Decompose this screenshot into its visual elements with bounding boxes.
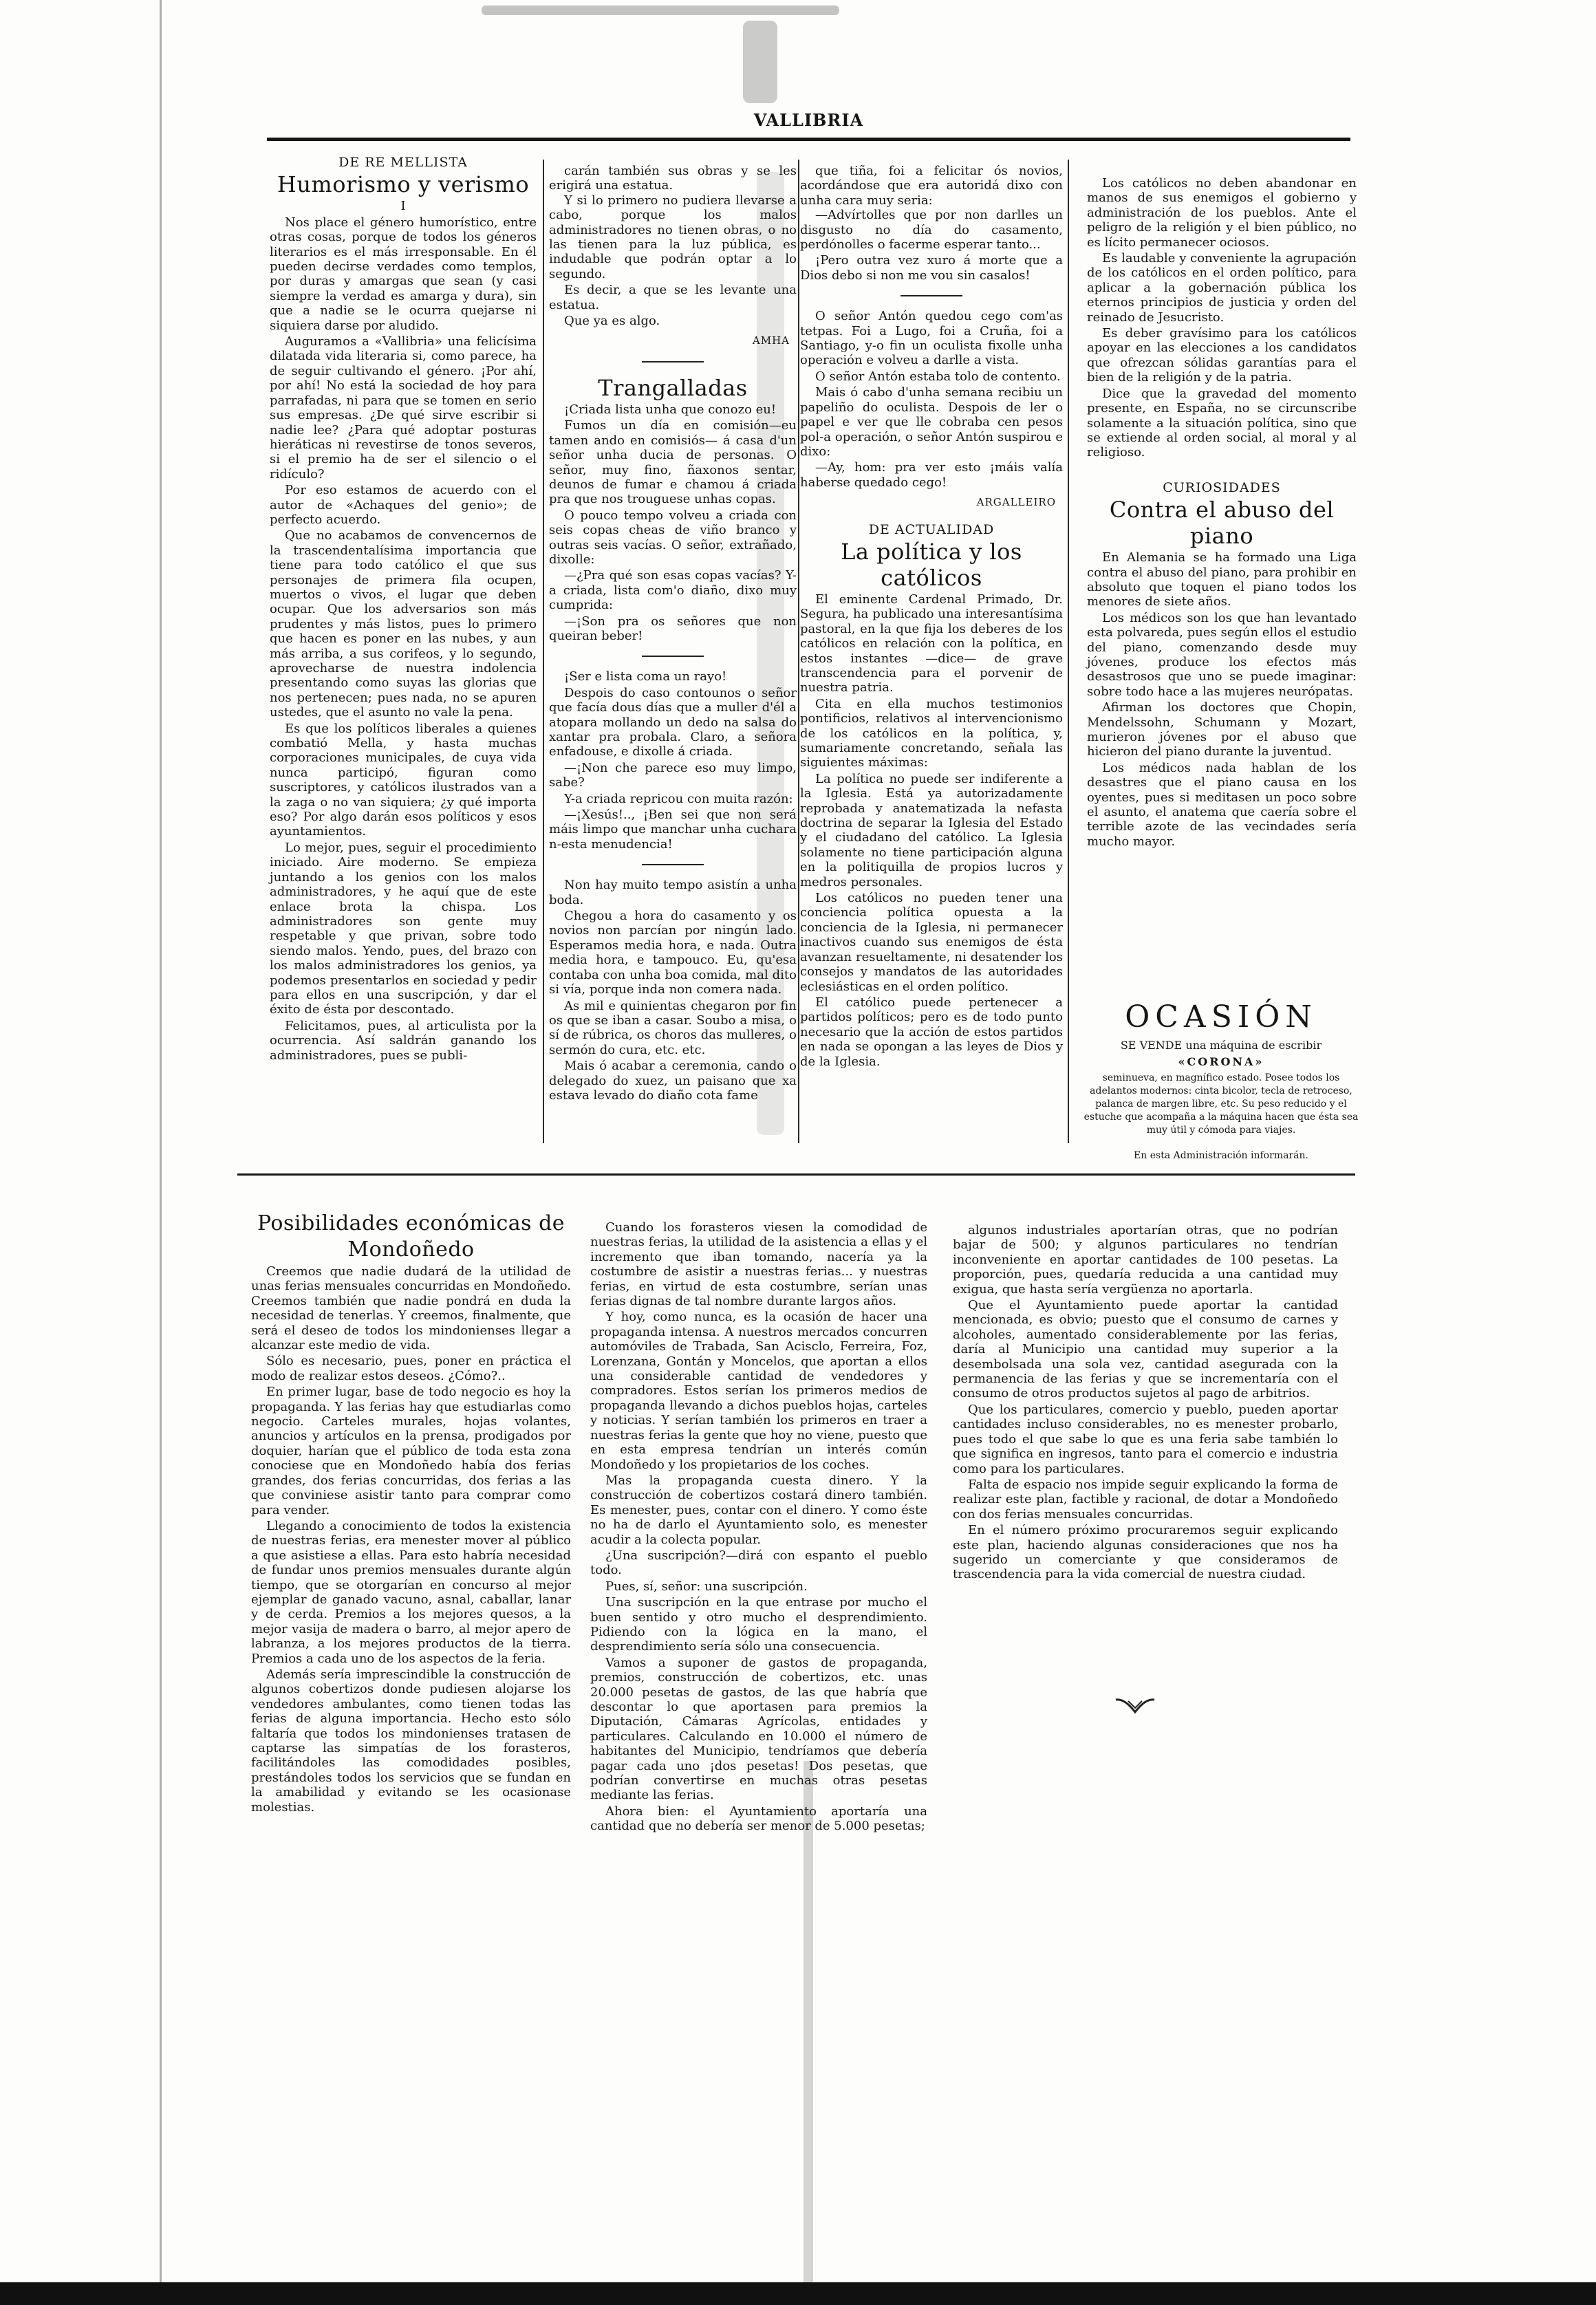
paragraph: Lo mejor, pues, seguir el procedimiento iniciado. Aire moderno. Se empieza juntando a los genios con los malos administradores, y he aquí que de este enlace brota la chispa. Los administradores son gente muy respetable y que privan, sobre todo siendo malos. Yendo, pues, del brazo con los malos administradores los genios, ya podemos presentarlos en sociedad y pedir para ellos en una suscripción, y dar el éxito de ésta por descontado. (270, 840, 537, 1017)
ad-ocasion (1083, 1000, 1359, 1162)
section-label: DE ACTUALIDAD (868, 521, 995, 537)
article-posibilidades (251, 1211, 571, 1816)
article-title: La política y los católicos (841, 538, 1022, 591)
paragraph: Afirman los doctores que Chopin, Mendelssohn, Schumann y Mozart, murieron jóvenes por el abuso que hicieron del piano durante la juventud. (1087, 700, 1357, 759)
paragraph: —¿Pra qué son esas copas vacías? Y-a criada, lista com'o diaño, dixo muy cumprida: (549, 568, 797, 613)
paragraph: Que no acabamos de convencernos de la trascendentalísima importancia que tiene para todo católico el que sus personajes de primera fila ocupen, muertos o vivos, el lugar que deben ocupar. Que los adversarios son más prudentes y más listos, pues lo primero que hacen es poner en las nubes, y aun más arriba, a sus corifeos, y lo segundo, aprovecharse de nuestra indolencia presentando como suyas las glorias que nos pertenecen; pues nada, no se apuren ustedes, que el asunto no vale la pena. (270, 528, 537, 720)
author-signature: ARGALLEIRO (976, 496, 1056, 509)
paragraph: Felicitamos, pues, al articulista por la ocurrencia. Así saldrán ganando los administradores, pues se publi- (270, 1018, 537, 1063)
paragraph: Los médicos son los que han levantado esta polvareda, pues según ellos el estudio del piano, comenzando desde muy jóvenes, produce los efectos más desastrosos que uno se puede imaginar: sobre todo hace a las mujeres neurópatas. (1087, 610, 1357, 699)
paragraph: Auguramos a «Vallibria» una felicísima dilatada vida literaria si, como parece, ha de seguir cultivando el género. ¡Por ahí, por ahí! No está la sociedad de hoy para parrafadas, ni para que se tomen en serio sus empresas. ¿De qué sirve escribir si nadie lee? ¿Para qué adoptar posturas hieráticas ni revestirse de tonos severos, si el premio ha de ser el silencio o el ridículo? (270, 334, 537, 481)
paragraph: Los católicos no pueden tener una conciencia política opuesta a la conciencia de la Iglesia, ni permanecer inactivos cuando sus enemigos de ésta avanzan resueltamente, ni desatender los consejos y mandatos de las autoridades eclesiásticas en el orden político. (800, 891, 1063, 994)
end-ornament-icon (1114, 1696, 1156, 1716)
column-rule (543, 160, 544, 1143)
author-signature: AMHA (752, 334, 790, 347)
paragraph: Llegando a conocimiento de todos la existencia de nuestras ferias, era menester mover al público a que asistiese a ellas. Para esto habría necesidad de fundar unos premios mensuales durante algún tiempo, que se otorgarían en concurso al mejor ejemplar de ganado vacuno, asnal, caballar, lanar y de cerda. Premios a los mejores quesos, a la mejor vasija de madera o barro, al mejor apero de labranza, a los mejores productos de la tierra. Premios a cada uno de los aspectos de la feria. (251, 1518, 571, 1666)
paragraph: Mas la propaganda cuesta dinero. Y la construcción de cobertizos costará dinero también. Es menester, pues, contar con el dinero. Y como éste no ha de darlo el Ayuntamiento solo, es menester acudir a la colecta popular. (590, 1473, 927, 1547)
separator (642, 656, 704, 657)
paragraph: O señor Antón quedou cego com'as tetpas. Foi a Lugo, foi a Cruña, foi a Santiago, y-o fin un oculista fixolle unha operación e volveu a darlle a vista. (800, 309, 1063, 368)
masthead (267, 110, 1350, 142)
section-label: CURIOSIDADES (1163, 479, 1281, 495)
column-3 (800, 164, 1063, 1070)
paragraph: —¡Xesús!.., ¡Ben sei que non será máis limpo que manchar unha cuchara n-esta menudencia! (549, 808, 797, 852)
column-bottom-2 (590, 1220, 927, 1835)
paragraph: —¡Non che parece eso muy limpo, sabe? (549, 760, 797, 790)
ad-brand: «CORONA» (1178, 1055, 1264, 1068)
paragraph: Los católicos no deben abandonar en manos de sus enemigos el gobierno y administración de los pueblos. Ante el peligro de la religión y el bien público, no es lícito permanecer ociosos. (1087, 176, 1357, 250)
paragraph: As mil e quinientas chegaron por fin os que se iban a casar. Soubo a misa, o sí de rúbrica, os choros das mulleres, o sermón do cura, etc. etc. (549, 998, 797, 1057)
column-rule (1068, 160, 1069, 1143)
paragraph: que tiña, foi a felicitar ós novios, acordándose que era autoridá dixo con unha cara muy seria: (800, 164, 1063, 208)
scan-speck (482, 6, 839, 15)
masthead-title: VALLIBRIA (753, 110, 864, 130)
ad-footer: En esta Administración informarán. (1134, 1150, 1308, 1161)
paragraph: Ahora bien: el Ayuntamiento aportaría una cantidad que no debería ser menor de 5.000 pesetas; (590, 1804, 927, 1834)
ad-headline: OCASIÓN (1125, 999, 1317, 1035)
paragraph: Que ya es algo. (564, 314, 660, 329)
paragraph: En Alemania se ha formado una Liga contra el abuso del piano, para prohibir en absoluto que toquen el piano todos los menores de siete años. (1087, 550, 1357, 609)
column-4 (1087, 176, 1357, 850)
section-divider (237, 1173, 1355, 1176)
separator (642, 361, 704, 362)
paragraph: Que los particulares, comercio y pueblo, pueden aportar cantidades incluso considerables, no es menester probarlo, pues todo el que sabe lo que es una feria sabe también lo que significa en ingresos, tanto para el comercio e industria como para los particulares. (953, 1402, 1338, 1476)
section-label: DE RE MELLISTA (338, 155, 468, 170)
paragraph: Es deber gravísimo para los católicos apoyar en las elecciones a los candidatos que ofrezcan sólidas garantías para el bien de la religión y de la patria. (1087, 326, 1357, 385)
scan-speck (804, 1761, 813, 2284)
paragraph: Cuando los forasteros viesen la comodidad de nuestras ferias, la utilidad de la asistencia a ellas y el incremento que iban tomando, nacería ya la costumbre de asistir a nuestras ferias... y nuestras ferias, en virtud de esta costumbre, serían unas ferias dignas de tal nombre durante largos años. (590, 1220, 927, 1309)
masthead-rule (267, 138, 1350, 141)
paragraph: carán también sus obras y se les erigirá una estatua. (549, 164, 797, 193)
paragraph: Que el Ayuntamiento puede aportar la cantidad mencionada, es obvio; puesto que el consumo de carnes y alcoholes, aumentado considerablemente por las ferias, daría al Municipio una cantidad muy superior a la desembolsada una sola vez, cantidad asegurada con la permanencia de las ferias y que se incrementaría con el consumo de otros productos sujetos al pago de arbitrios. (953, 1298, 1338, 1401)
paragraph: Sólo es necesario, pues, poner en práctica el modo de realizar estos deseos. ¿Cómo?.. (251, 1354, 571, 1383)
paragraph: Los médicos nada hablan de los desastres que el piano causa en los oyentes, pues si meditasen un poco sobre el asunto, el anatema que caería sobre el terrible azote de las vecindades sería mucho mayor. (1087, 760, 1357, 849)
paragraph: ¡Criada lista unha que conozo eu! (564, 402, 777, 417)
paragraph: Chegou a hora do casamento y os novios non parcían por ningún lado. Esperamos media hora, e nada. Outra media hora, e tampouco. Eu, qu'esa contaba con unha boa comida, mal dito si vía, porque inda non comera nada. (549, 909, 797, 997)
article-part-number: I (400, 199, 406, 214)
article-humorismo (270, 155, 537, 1064)
paragraph: El católico puede pertenecer a partidos políticos; pero es de todo punto necesario que la acción de estos partidos en nada se opongan a las leyes de Dios y de la Iglesia. (800, 995, 1063, 1069)
paragraph: Vamos a suponer de gastos de propaganda, premios, construcción de cobertizos, etc. unas 20.000 pesetas de gastos, de las que habría que descontar lo que aportasen para premios la Diputación, Cámaras Agrícolas, entidades y particulares. Calculando en 10.000 el número de habitantes del Municipio, tendríamos que debería pagar cada uno ¡dos pesetas! Dos pesetas, que podrían convertirse en muchas otras pesetas mediante las ferias. (590, 1655, 927, 1803)
paragraph: Es laudable y conveniente la agrupación de los católicos en el orden político, para aplicar a la gobernación pública los eternos principios de justicia y orden del reinado de Jesucristo. (1087, 251, 1357, 325)
paragraph: ¡Pero outra vez xuro á morte que a Dios debo si non me vou sin casalos! (800, 253, 1063, 283)
article-title: Trangalladas (598, 374, 748, 401)
paragraph: Falta de espacio nos impide seguir explicando la forma de realizar este plan, factible y racional, de dotar a Mondoñedo con dos ferias mensuales concurridas. (953, 1477, 1338, 1522)
article-title: Contra el abuso del piano (1109, 497, 1335, 550)
paragraph: ¿Una suscripción?—dirá con espanto el pueblo todo. (590, 1548, 927, 1578)
paragraph: Fumos un día en comisión—eu tamen ando en comisiós— á casa d'un señor unha ducia de personas. O señor, muy fino, ñaxonos sentar, deunos de fumar e chamou á criada pra que nos trouguese unhas copas. (549, 418, 797, 507)
column-rule (798, 160, 799, 1143)
ad-body: seminueva, en magnífico estado. Posee todos los adelantos modernos: cinta bicolor, tecla de retroceso, palanca de margen libre, etc. Su peso reducido y el estuche que acompaña a la máquina hacen que ésta sea muy útil y cómoda para viajes. (1083, 1072, 1359, 1136)
paragraph: El eminente Cardenal Primado, Dr. Segura, ha publicado una interesantísima pastoral, en la que fija los deberes de los católicos en relación con la política, en estos instantes —dice— de grave transcendencia para el porvenir de nuestra patria. (800, 592, 1063, 695)
article-title: Humorismo y verismo (277, 171, 530, 198)
paragraph: Mais ó cabo d'unha semana recibiu un papeliño do oculista. Despois de ler o papel e ver que lle cobraba cen pesos pol-a operación, o señor Antón suspirou e dixo: (800, 385, 1063, 459)
paragraph: Mais ó acabar a ceremonia, cando o delegado do xuez, un paisano que xa estava levado do diaño cota fame (549, 1059, 797, 1103)
paragraph: En el número próximo procuraremos seguir explicando este plan, haciendo algunas consideraciones que nos ha sugerido un comerciante y que consideramos de trascendencia para la vida comercial de nuestra ciudad. (953, 1523, 1338, 1582)
paragraph: Es que los políticos liberales a quienes combatió Mella, y hasta muchas corporaciones municipales, de cuya vida nunca participó, figuran como suscriptores, y católicos ilustrados van a la zaga o no van siquiera; ¿y qué importa eso? Por algo darán esos políticos y esos ayuntamientos. (270, 721, 537, 839)
scan-speck (743, 21, 777, 103)
paragraph: Por eso estamos de acuerdo con el autor de «Achaques del genio»; de perfecto acuerdo. (270, 483, 537, 527)
paragraph: Cita en ella muchos testimonios pontificios, relativos al intervencionismo de los católicos en la política, y, sumariamente concretando, señala las siguientes máximas: (800, 696, 1063, 770)
paragraph: Dice que la gravedad del momento presente, en España, no se circunscribe solamente a la situación política, sino que se extiende al orden social, al moral y al religioso. (1087, 386, 1357, 460)
paragraph: algunos industriales aportarían otras, que no podrían bajar de 500; y algunos particulares no tendrían inconveniente en aportar cantidades de 100 pesetas. La proporción, pues, quedaría reducida a una cantidad muy exigua, que hasta sería vergüenza no aportarla. (953, 1223, 1338, 1297)
paragraph: Y si lo primero no pudiera llevarse a cabo, porque los malos administradores no tienen obras, o no las tienen para la luz pública, es indudable que podrán optar a lo segundo. (549, 193, 797, 281)
paragraph: O señor Antón estaba tolo de contento. (815, 369, 1061, 384)
paragraph: Y-a criada repricou con muita razón: (564, 791, 793, 806)
paragraph: —¡Son pra os señores que non queiran beber! (549, 614, 797, 643)
paragraph: ¡Ser e lista coma un rayo! (564, 669, 727, 684)
paragraph: Nos place el género humorístico, entre otras cosas, porque de todos los géneros literarios es el más irresponsable. En él pueden decirse verdades como templos, por duras y amargas que sean (y casi siempre la verdad es amarga y dura), sin que a nadie se le ocurra quejarse ni siquiera darse por aludido. (270, 215, 537, 333)
paragraph: En primer lugar, base de todo negocio es hoy la propaganda. Y las ferias hay que estudiarlas como negocio. Carteles murales, hojas volantes, anuncios y artículos en la prensa, prodigados por doquier, harían que el público de toda esta zona conociese que en Mondoñedo había dos ferias grandes, dos ferias concurridas, dos ferias a las que conviniese asistir tanto para comprar como para vender. (251, 1385, 571, 1517)
paragraph: Non hay muito tempo asistín a unha boda. (549, 878, 797, 907)
separator (901, 295, 962, 296)
column-2 (549, 164, 797, 1104)
separator (642, 864, 704, 865)
paragraph: Pues, sí, señor: una suscripción. (605, 1579, 808, 1594)
paragraph: —Advírtolles que por non darlles un disgusto no día do casamento, perdónolles o facerme esperar tanto... (800, 208, 1063, 252)
paragraph: —Ay, hom: pra ver esto ¡máis valía haberse quedado cego! (800, 460, 1063, 490)
paragraph: O pouco tempo volveu a criada con seis copas cheas de viño branco y outras seis vacías. O señor, extrañado, dixolle: (549, 508, 797, 567)
paragraph: Despois do caso contounos o señor que facía dous días que a muller d'él a atopara mollando un dedo na salsa do xantar pra probala. Claro, a señora enfadouse, e dixolle á criada. (549, 685, 797, 759)
scan-speck (160, 0, 162, 2284)
paragraph: Además sería imprescindible la construcción de algunos cobertizos donde pudiesen alojarse los vendedores ambulantes, como tienen todas las ferias de alguna importancia. Hecho esto sólo faltaría que todos los mindonienses tratasen de captarse las simpatías de los forasteros, facilitándoles las comodidades posibles, prestándoles todos los servicios que se fundan en la amabilidad y evitando se les ocasionase molestias. (251, 1667, 571, 1815)
ad-line: SE VENDE una máquina de escribir (1120, 1039, 1322, 1052)
article-title: Posibilidades económicas de Mondoñedo (257, 1211, 565, 1262)
column-bottom-3 (953, 1223, 1338, 1583)
scan-edge (0, 2282, 1596, 2305)
paragraph: Y hoy, como nunca, es la ocasión de hacer una propaganda intensa. A nuestros mercados concurren automóviles de Trabada, San Acisclo, Ferreira, Foz, Lorenzana, Gontán y Moncelos, que aportan a ellos una considerable cantidad de vendedores y compradores. Estos serían los primeros medios de propaganda llevando a dichos pueblos hojas, carteles y noticias. Y serían también los primeros en traer a nuestras ferias la gente que hoy no viene, puesto que en esta empresa tendrían un interés común Mondoñedo y los propietarios de los coches. (590, 1310, 927, 1472)
paragraph: Una suscripción en la que entrase por mucho el buen sentido y otro mucho el desprendimiento. Pidiendo con la lógica en la mano, el desprendimiento sería sólo una consecuencia. (590, 1595, 927, 1654)
paragraph: Creemos que nadie dudará de la utilidad de unas ferias mensuales concurridas en Mondoñedo. Creemos también que nadie pondrá en duda la necesidad de tenerlas. Y creemos, finalmente, que será el deseo de todos los mindonienses llegar a alcanzar este medio de vida. (251, 1264, 571, 1353)
paragraph: La política no puede ser indiferente a la Iglesia. Está ya autorizadamente reprobada y anatematizada la nefasta doctrina de separar la Iglesia del Estado y el ciudadano del católico. La Iglesia solamente no tiene participación alguna en la politiquilla de propios lucros y medros personales. (800, 771, 1063, 889)
paragraph: Es decir, a que se les levante una estatua. (549, 283, 797, 312)
